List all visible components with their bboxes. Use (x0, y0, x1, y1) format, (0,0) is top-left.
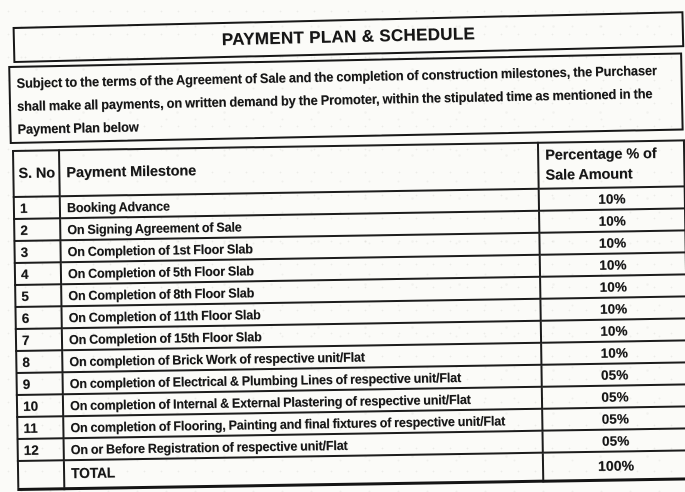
milestone-text: On Completion of 5th Floor Slab (67, 262, 254, 281)
cell-percentage: 10% (540, 296, 685, 320)
cell-percentage: 10% (541, 318, 685, 342)
milestone-text: On Completion of 15th Floor Slab (68, 328, 262, 347)
intro-text: Subject to the terms of the Agreement of Sale and the completion of construction milestones, the Purchaser shall make all payments, on written demand by the Promoter, within the stipulated time as mentioned in the Payment Plan below (16, 62, 657, 137)
page-title: PAYMENT PLAN & SCHEDULE (221, 24, 476, 50)
cell-sno: 3 (14, 240, 60, 263)
cell-percentage: 10% (541, 340, 685, 364)
milestone-text: On completion of Flooring, Painting and final fixtures of respective unit/Flat (70, 412, 506, 435)
milestone-text: On completion of Electrical & Plumbing Lines of respective unit/Flat (69, 369, 462, 391)
milestone-text: On Completion of 11th Floor Slab (68, 306, 261, 325)
header-sno: S. No (13, 150, 60, 197)
milestone-text: On completion of Brick Work of respective unit/Flat (69, 348, 365, 369)
cell-sno: 10 (17, 394, 63, 417)
cell-percentage: 10% (540, 252, 685, 276)
cell-sno: 8 (16, 350, 62, 373)
cell-percentage: 10% (540, 274, 685, 298)
cell-percentage: 10% (539, 186, 685, 210)
total-percentage: 100% (543, 450, 685, 480)
intro-paragraph-box (8, 52, 683, 144)
cell-sno: 7 (16, 328, 62, 351)
cell-sno: 12 (18, 438, 64, 461)
cell-percentage: 05% (542, 406, 685, 430)
cell-sno: 6 (15, 306, 61, 329)
milestone-text: On Signing Agreement of Sale (67, 218, 242, 237)
milestone-text: On Completion of 1st Floor Slab (67, 240, 253, 259)
milestone-text: On completion of Internal & External Plastering of respective unit/Flat (69, 391, 471, 413)
milestone-text: On Completion of 8th Floor Slab (68, 284, 255, 303)
milestone-text: Booking Advance (66, 198, 170, 215)
cell-percentage: 10% (539, 230, 685, 254)
cell-percentage: 05% (542, 384, 685, 408)
header-percentage: Percentage % of Sale Amount (538, 140, 685, 188)
cell-sno: 2 (14, 218, 60, 241)
total-sno-empty (18, 460, 64, 489)
cell-percentage: 05% (542, 428, 685, 452)
total-label-text: TOTAL (70, 465, 116, 482)
cell-percentage: 10% (539, 208, 685, 232)
cell-sno: 11 (17, 416, 63, 439)
cell-percentage: 05% (541, 362, 685, 386)
cell-sno: 4 (15, 262, 61, 285)
header-milestone: Payment Milestone (59, 143, 539, 197)
cell-sno: 5 (15, 284, 61, 307)
milestone-text: On or Before Registration of respective unit/Flat (70, 437, 348, 457)
cell-sno: 1 (14, 196, 60, 219)
cell-sno: 9 (17, 372, 63, 395)
payment-schedule-table (12, 139, 685, 490)
